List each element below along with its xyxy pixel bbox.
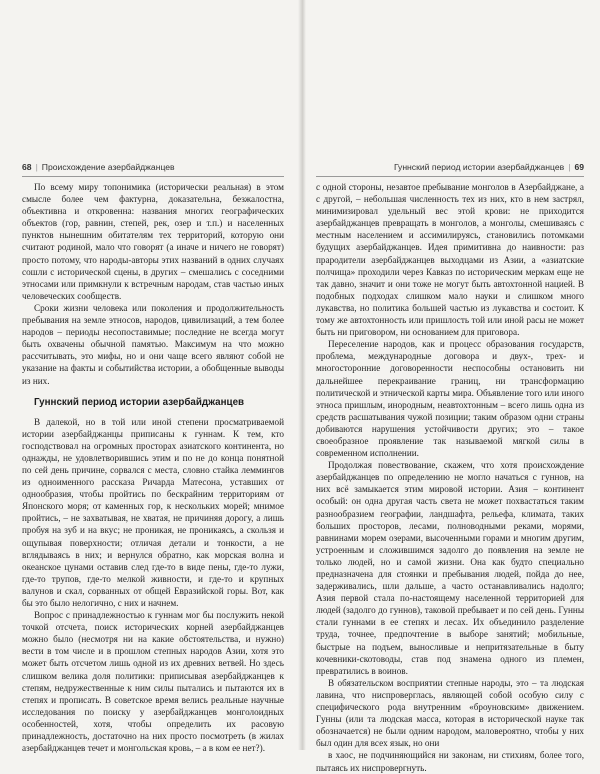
paragraph: с одной стороны, незавтое пребывание монголов в Азербайджане, а с другой, – небольшая численность тех из них, кто в нем застрял, минимизировал удельный вес этой крови: не приходится азербайджанцев превращать в монголов, а монголы, смешиваясь с местным населением и ассимилируясь, становились потомками будущих азербайджанцев. Идея примитивна до наивности: раз прародители азербайджанцев выходцами из Азии, а «азиатские полчища» проходили через Кавказ по историческим меркам еще не так давно, значит и они тоже не могут быть автохтонной нацией. В подобных подходах слишком мало науки и слишком много лукавства, но политика большей частью из лукавства и состоит. К тому же автохтонность или пришлость той или иной расы не может быть ни приговором, ни основанием для приговора.: [316, 182, 584, 338]
previous-spread-fragment: [316, 0, 584, 156]
right-page-content: [316, 181, 584, 773]
running-head-title: Происхождение азербайджанцев: [41, 162, 175, 172]
running-header-left: 68 | Происхождение азербайджанцев: [22, 162, 284, 177]
paragraph: По всему миру топонимика (исторически реальная) в этом смысле более чем фактурна, доказательна, безжалостна, объективна и откровенна: названия многих географических объектов (гор, равнин, степей, рек, озер и т.п.) и населенных пунктов нынешним обитателям тех территорий, которую они считают родиной, мало что говорят (а иначе и ничего не говорят) просто потому, что народы-авторы этих названий в одних случаях сошли с исторической сцены, в других – смешались с соседними этносами или примкнули к встречным народам, став частью иных человеческих сообществ.: [22, 182, 284, 301]
right-page: [316, 0, 584, 773]
paragraph: в хаос, не подчиняющийся ни законам, ни стихиям, более того, пытаясь их ниспровергнуть.: [316, 750, 584, 773]
paragraph: В далекой, но в той или иной степени просматриваемой истории азербайджанцы приписаны к гуннам. К тем, кто господствовал на огромных просторах азиатского континента, но однажды, не удовлетворившись этим и по не до конца понятной по сей день причине, сорвался с места, словно стайка леммингов из одноименного рассказа Ричарда Матесона, уставших от однообразия, чтобы пройтись по бескрайним территориям от Японского моря; от каменных гор, к нескольких морей; мнимое пройтись, – не захватывая, не хватая, не причиняя дорогу, а лишь пробуя на зуб и на вкус; не проникая, не проникаясь, а скользя и ощупывая поверхности; отличая детали и тонкости, а не вглядываясь в них; и вернулся обратно, как морская волна и океанское цунами оставив след где-то в виде пены, где-то лужи, где-то трупов, где-то мелкой живности, и где-то и крупных валунов и скал, сорванных от общей Евразийской горы. Вот, как бы это было нелогично, с них и начнем.: [22, 416, 284, 608]
page-number: 69: [574, 162, 584, 172]
running-head-title: Гуннский период истории азербайджанцев: [393, 162, 565, 172]
book-gutter: [298, 0, 306, 750]
section-title: Гуннский период истории азербайджанцев: [34, 396, 245, 408]
paragraph: Вопрос с принадлежностью к гуннам мог бы послужить некой точкой отсчета, поиск исторических корней азербайджанцев можно было (несмотря ни на какие обстоятельства, и нужно) вести в том числе и в прошлом степных народов Азии, хотя это может быть отсчетом лишь одной из их древних ветвей. Но здесь слишком велика доля политики: приписывая азербайджанцев к степям, недружественные к ним силы пытались и пытаются их в степях и прописать. В советское время велись реальные научные исследования по поиску у азербайджанцев монголоидных особенностей, хотя, чтобы определить их расовую принадлежность, достаточно на них просто посмотреть (в жилах азербайджанцев течет и монгольская кровь, – а в ком ее нет?).: [22, 610, 284, 754]
paragraph: Сроки жизни человека или поколения и продолжительность пребывания на земле этносов, народов, цивилизаций, а тем более народов – периоды несопоставимые; последние не всегда могут быть охвачены обычной памятью. Максимум на что можно рассчитывать, это мифы, но и они чаще всего являют собой не указание на факты и событийства истории, а обобщенные выводы из них.: [22, 302, 284, 386]
previous-spread-fragment: [22, 0, 284, 156]
paragraph: Переселение народов, как и процесс образования государств, проблема, международные договора и двух-, трех- и многосторонние договоренности неспособны остановить ни дальнейшее перекраивание границ, ни трансформацию политической и этнической карты мира. Объявление того или иного этноса пришлым, инородным, неавтохтонным – всего лишь одна из средств расшатывания чужой позиции; таким образом одни страны добиваются нарушения устойчивости других; это – такое своеобразное проявление так называемой мягкой силы в современном исполнении.: [316, 339, 584, 459]
page-number: 68: [22, 162, 32, 172]
paragraph: Продолжая повествование, скажем, что хотя происхождение азербайджанцев по определению не могло начаться с гуннов, на них всё замыкается этим мировой истории. Азия – континент особый: он одна другая часть света не может похвастаться таким разнообразием географии, ландшафта, рельефа, климата, таких больших просторов, лесами, полноводными реками, морями, равнинами морем озерами, высоченными горами и многим другим, устроенным и сложившимся задолго до появления на земле не только людей, но и самой жизни. Она как будто специально предназначена для стоянки и пребывания людей, пойда до нее, задерживались, шли дальше, а часто останавливались надолго; Азия первой стала по-настоящему населенной территорией для людей (задолго до гуннов), таковой пребывает и по сей день. Гунны стали гуннами в ее степях и лесах. Их объединило разделение труда, точнее, предпочтение в выборе занятий; мобильные, быстрые на подъем, выносливые и непритязательные в быту кочевники-скотоводы, став под знамена одного из племен, превратились в воинов.: [316, 460, 584, 676]
running-header-right: Гуннский период истории азербайджанцев | 69: [316, 162, 584, 177]
left-page: [22, 0, 284, 754]
paragraph: В обязательском восприятии степные народы, это – та людская лавина, что ниспроверглась, являющей собой особую силу с специфического рода внутренним «броуновским» движением. Гунны (или та людская масса, которая в исторической науке так обозначается) не были одним народом, маловероятно, чтобы у них был один для всех язык, но они: [316, 677, 584, 749]
left-page-content: [22, 181, 284, 754]
